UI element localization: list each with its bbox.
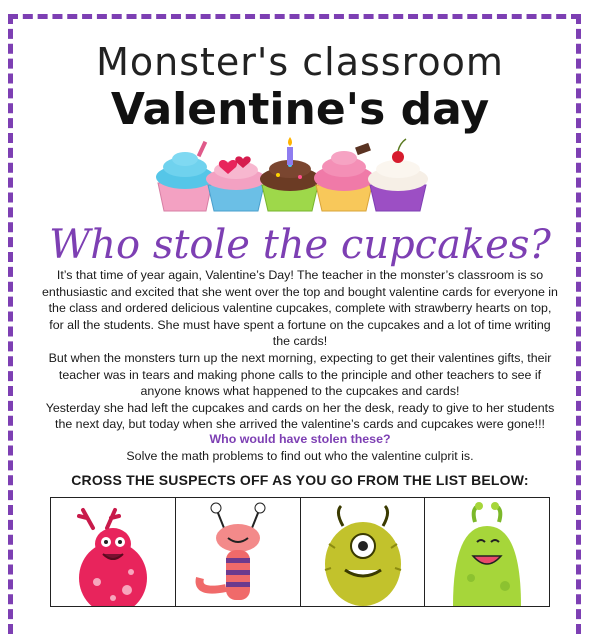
suspect-cell-1: [51, 498, 176, 606]
instruction-text: Solve the math problems to find out who the valentine culprit is.: [126, 449, 474, 463]
story-text: [40, 267, 560, 433]
subtitle: Who stole the cupcakes?: [49, 222, 551, 268]
blue-cupcake-icon: [156, 141, 214, 211]
title-line-2: Valentine's day: [110, 84, 490, 135]
yellow-fuzzy-monster-icon: [301, 498, 425, 606]
story-paragraph-3: Yesterday she had left the cupcakes and cards on her the desk, ready to give to her students the next day, but today when she arrived the valentine’s cards and cupcakes were gone!!!: [45, 400, 555, 432]
suspect-cell-4: [425, 498, 549, 606]
candle-cupcake-icon: [260, 137, 320, 211]
suspects-heading: CROSS THE SUSPECTS OFF AS YOU GO FROM THE LIST BELOW:: [71, 472, 529, 488]
cupcakes-illustration: [150, 135, 450, 215]
heart-cupcake-icon: [206, 156, 266, 211]
striped-eyestalk-monster-icon: [176, 498, 300, 606]
cherry-cupcake-icon: [368, 139, 428, 211]
title-line-1: Monster's classroom: [96, 40, 504, 84]
green-slime-monster-icon: [425, 498, 549, 606]
question-text: Who would have stolen these?: [209, 432, 391, 446]
suspect-cell-2: [176, 498, 301, 606]
suspects-table: [50, 497, 550, 607]
pink-antlered-monster-icon: [51, 498, 175, 606]
pink-cupcake-icon: [314, 143, 374, 211]
story-paragraph-1: It’s that time of year again, Valentine’s Day! The teacher in the monster’s classroom is so enthusiastic and excited that she went over the top and bought valentine cards for everyone in the class and ordered delicious valentine cupcakes, complete with strawberry hearts on top, for all the students. She must have spent a fortune on the cupcakes and a lot of time writing the cards!: [42, 268, 558, 349]
story-paragraph-2: But when the monsters turn up the next morning, expecting to get their valentines gifts, their teacher was in tears and making phone calls to the principle and other teachers to see if anyone knows what happened to the cupcakes and cards!: [48, 350, 552, 399]
suspect-cell-3: [301, 498, 426, 606]
